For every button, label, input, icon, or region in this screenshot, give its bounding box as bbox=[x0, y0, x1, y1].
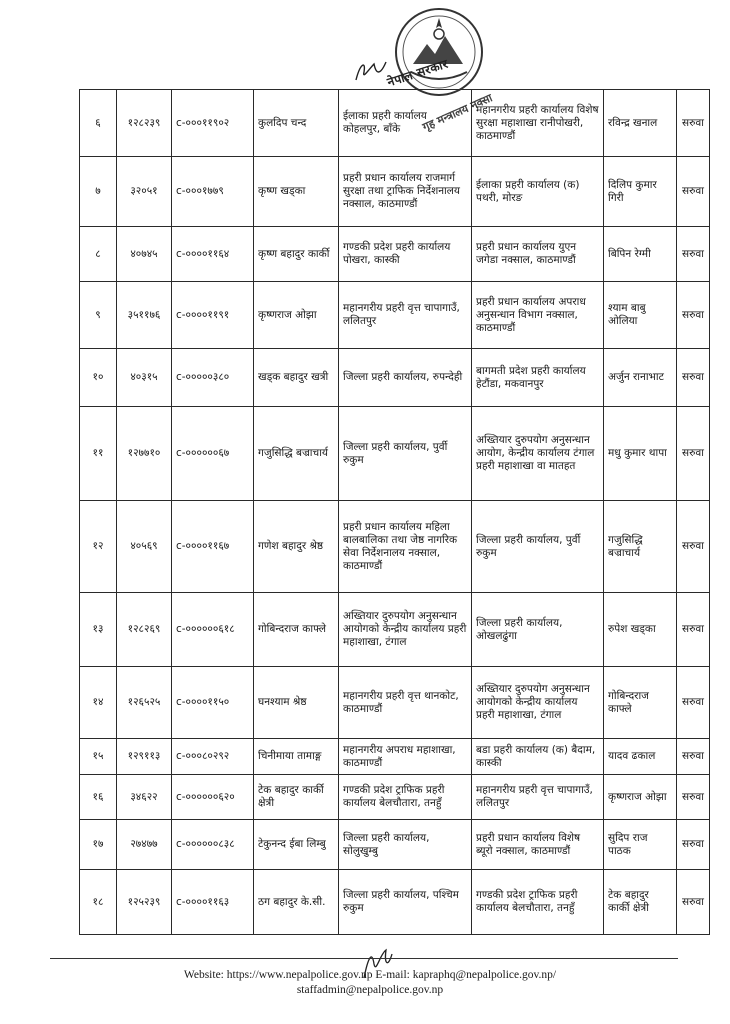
employee-name: कुलदिप चन्द bbox=[254, 90, 339, 157]
current-office: गण्डकी प्रदेश प्रहरी कार्यालय पोखरा, कास्की bbox=[339, 227, 472, 282]
replacement-name: टेक बहादुर कार्की क्षेत्री bbox=[604, 870, 677, 935]
serial-number: १८ bbox=[80, 870, 117, 935]
current-office: प्रहरी प्रधान कार्यालय राजमार्ग सुरक्षा तथा ट्राफिक निर्देशनालय नक्साल, काठमाण्डौं bbox=[339, 157, 472, 227]
employee-id: ३२०५१ bbox=[117, 157, 172, 227]
replacement-name: मधु कुमार थापा bbox=[604, 407, 677, 501]
transfer-office: महानगरीय प्रहरी कार्यालय विशेष सुरक्षा महाशाखा रानीपोखरी, काठमाण्डौं bbox=[472, 90, 604, 157]
employee-name: गजुसिद्धि बज्राचार्य bbox=[254, 407, 339, 501]
serial-number: १४ bbox=[80, 667, 117, 739]
serial-number: १२ bbox=[80, 501, 117, 593]
employee-name: चिनीमाया तामाङ्ग bbox=[254, 739, 339, 775]
action-type: सरुवा bbox=[677, 820, 710, 870]
employee-code: c-०००११९०२ bbox=[172, 90, 254, 157]
transfer-office: बडा प्रहरी कार्यालय (क) बैदाम, कास्की bbox=[472, 739, 604, 775]
employee-id: १२७७१० bbox=[117, 407, 172, 501]
transfer-office: बागमती प्रदेश प्रहरी कार्यालय हेटौंडा, मकवानपुर bbox=[472, 349, 604, 407]
employee-name: टेक बहादुर कार्की क्षेत्री bbox=[254, 775, 339, 820]
employee-code: c-००००००६७ bbox=[172, 407, 254, 501]
employee-code: c-०००१७७९ bbox=[172, 157, 254, 227]
replacement-name: यादव ढकाल bbox=[604, 739, 677, 775]
action-type: सरुवा bbox=[677, 407, 710, 501]
action-type: सरुवा bbox=[677, 157, 710, 227]
action-type: सरुवा bbox=[677, 870, 710, 935]
employee-name: कृष्ण बहादुर कार्की bbox=[254, 227, 339, 282]
employee-code: c-००००००८३८ bbox=[172, 820, 254, 870]
table-row bbox=[80, 407, 710, 501]
transfer-office: प्रहरी प्रधान कार्यालय युएन जगेडा नक्साल, काठमाण्डौं bbox=[472, 227, 604, 282]
transfer-office: अख्तियार दुरुपयोग अनुसन्धान आयोग, केन्द्रीय कार्यालय टंगाल प्रहरी महाशाखा वा मातहत bbox=[472, 407, 604, 501]
serial-number: ११ bbox=[80, 407, 117, 501]
replacement-name: गोबिन्दराज काफ्ले bbox=[604, 667, 677, 739]
employee-id: १२९११३ bbox=[117, 739, 172, 775]
serial-number: १० bbox=[80, 349, 117, 407]
table-row bbox=[80, 227, 710, 282]
transfer-table bbox=[79, 89, 710, 935]
employee-name: घनश्याम श्रेष्ठ bbox=[254, 667, 339, 739]
current-office: जिल्ला प्रहरी कार्यालय, रुपन्देही bbox=[339, 349, 472, 407]
action-type: सरुवा bbox=[677, 90, 710, 157]
current-office: जिल्ला प्रहरी कार्यालय, सोलुखुम्बु bbox=[339, 820, 472, 870]
employee-name: ठग बहादुर के.सी. bbox=[254, 870, 339, 935]
table-row bbox=[80, 282, 710, 349]
serial-number: १७ bbox=[80, 820, 117, 870]
transfer-office: प्रहरी प्रधान कार्यालय अपराध अनुसन्धान विभाग नक्साल, काठमाण्डौं bbox=[472, 282, 604, 349]
serial-number: ७ bbox=[80, 157, 117, 227]
current-office: गण्डकी प्रदेश ट्राफिक प्रहरी कार्यालय बेलचौतारा, तनहुँ bbox=[339, 775, 472, 820]
table-row bbox=[80, 157, 710, 227]
table-row bbox=[80, 501, 710, 593]
serial-number: १३ bbox=[80, 593, 117, 667]
employee-code: c-०००००३८० bbox=[172, 349, 254, 407]
footer-staff-email: staffadmin@nepalpolice.gov.np bbox=[296, 984, 444, 996]
action-type: सरुवा bbox=[677, 349, 710, 407]
replacement-name: गजुसिद्धि बज्राचार्य bbox=[604, 501, 677, 593]
employee-name: कृष्णराज ओझा bbox=[254, 282, 339, 349]
serial-number: १५ bbox=[80, 739, 117, 775]
employee-code: c-००००११५० bbox=[172, 667, 254, 739]
employee-name: गोबिन्दराज काफ्ले bbox=[254, 593, 339, 667]
serial-number: १६ bbox=[80, 775, 117, 820]
table-row bbox=[80, 775, 710, 820]
employee-code: c-००००११९१ bbox=[172, 282, 254, 349]
current-office: ईलाका प्रहरी कार्यालय कोहलपुर, बाँके bbox=[339, 90, 472, 157]
current-office: महानगरीय अपराध महाशाखा, काठमाण्डौं bbox=[339, 739, 472, 775]
action-type: सरुवा bbox=[677, 227, 710, 282]
table-row bbox=[80, 349, 710, 407]
employee-id: ४०३१५ bbox=[117, 349, 172, 407]
transfer-office: महानगरीय प्रहरी वृत्त चापागाउँ, ललितपुर bbox=[472, 775, 604, 820]
table-row bbox=[80, 820, 710, 870]
current-office: महानगरीय प्रहरी वृत्त चापागाउँ, ललितपुर bbox=[339, 282, 472, 349]
action-type: सरुवा bbox=[677, 282, 710, 349]
employee-id: ४०७४५ bbox=[117, 227, 172, 282]
employee-name: खड्क बहादुर खत्री bbox=[254, 349, 339, 407]
employee-id: ४०५६९ bbox=[117, 501, 172, 593]
current-office: महानगरीय प्रहरी वृत्त थानकोट, काठमाण्डौं bbox=[339, 667, 472, 739]
action-type: सरुवा bbox=[677, 775, 710, 820]
employee-id: १२५२३९ bbox=[117, 870, 172, 935]
action-type: सरुवा bbox=[677, 501, 710, 593]
replacement-name: कृष्णराज ओझा bbox=[604, 775, 677, 820]
seal-caption: नेपाल सरकार bbox=[385, 56, 450, 90]
serial-number: ६ bbox=[80, 90, 117, 157]
transfer-office: जिल्ला प्रहरी कार्यालय, पुर्वी रुकुम bbox=[472, 501, 604, 593]
transfer-office: गण्डकी प्रदेश ट्राफिक प्रहरी कार्यालय बेलचौतारा, तनहुँ bbox=[472, 870, 604, 935]
employee-name: कृष्ण खड्का bbox=[254, 157, 339, 227]
employee-name: टेकुनन्द ईबा लिम्बु bbox=[254, 820, 339, 870]
transfer-office: जिल्ला प्रहरी कार्यालय, ओखलढुंगा bbox=[472, 593, 604, 667]
employee-id: १२८२३९ bbox=[117, 90, 172, 157]
action-type: सरुवा bbox=[677, 739, 710, 775]
table-row bbox=[80, 90, 710, 157]
footer-website-email: Website: https://www.nepalpolice.gov.np E-mail: kapraphq@nepalpolice.gov.np/ bbox=[183, 969, 557, 981]
replacement-name: अर्जुन रानाभाट bbox=[604, 349, 677, 407]
employee-code: c-०००८०२९२ bbox=[172, 739, 254, 775]
action-type: सरुवा bbox=[677, 667, 710, 739]
employee-code: c-००००११६४ bbox=[172, 227, 254, 282]
footer-divider bbox=[50, 958, 678, 959]
transfer-office: ईलाका प्रहरी कार्यालय (क) पथरी, मोरङ bbox=[472, 157, 604, 227]
transfer-office: अख्तियार दुरुपयोग अनुसन्धान आयोगको केन्द्रीय कार्यालय प्रहरी महाशाखा, टंगाल bbox=[472, 667, 604, 739]
table-row bbox=[80, 593, 710, 667]
current-office: जिल्ला प्रहरी कार्यालय, पश्चिम रुकुम bbox=[339, 870, 472, 935]
replacement-name: दिलिप कुमार गिरी bbox=[604, 157, 677, 227]
table-row bbox=[80, 739, 710, 775]
employee-code: c-००००११६७ bbox=[172, 501, 254, 593]
serial-number: ८ bbox=[80, 227, 117, 282]
replacement-name: बिपिन रेग्मी bbox=[604, 227, 677, 282]
employee-code: c-००००००६२० bbox=[172, 775, 254, 820]
replacement-name: श्याम बाबु ओलिया bbox=[604, 282, 677, 349]
current-office: प्रहरी प्रधान कार्यालय महिला बालबालिका तथा जेष्ठ नागरिक सेवा निर्देशनालय नक्साल, काठमाण्डौं bbox=[339, 501, 472, 593]
current-office: अख्तियार दुरुपयोग अनुसन्धान आयोगको केन्द्रीय कार्यालय प्रहरी महाशाखा, टंगाल bbox=[339, 593, 472, 667]
current-office: जिल्ला प्रहरी कार्यालय, पुर्वी रुकुम bbox=[339, 407, 472, 501]
replacement-name: रविन्द्र खनाल bbox=[604, 90, 677, 157]
table-body bbox=[80, 90, 710, 935]
employee-code: c-००००११६३ bbox=[172, 870, 254, 935]
footer-contact bbox=[150, 968, 590, 998]
employee-id: ३४६२२ bbox=[117, 775, 172, 820]
employee-id: १२८२६९ bbox=[117, 593, 172, 667]
table-row bbox=[80, 667, 710, 739]
employee-code: c-००००००६१८ bbox=[172, 593, 254, 667]
employee-id: १२६५२५ bbox=[117, 667, 172, 739]
employee-name: गणेश बहादुर श्रेष्ठ bbox=[254, 501, 339, 593]
serial-number: ९ bbox=[80, 282, 117, 349]
replacement-name: सुदिप राज पाठक bbox=[604, 820, 677, 870]
transfer-office: प्रहरी प्रधान कार्यालय विशेष ब्यूरो नक्साल, काठमाण्डौं bbox=[472, 820, 604, 870]
initials-signature bbox=[352, 56, 392, 86]
replacement-name: रुपेश खड्का bbox=[604, 593, 677, 667]
ministry-stamp: गृह मन्त्रालय नक्सा bbox=[420, 91, 495, 134]
employee-id: २७४७७ bbox=[117, 820, 172, 870]
employee-id: ३५११७६ bbox=[117, 282, 172, 349]
table-row bbox=[80, 870, 710, 935]
action-type: सरुवा bbox=[677, 593, 710, 667]
